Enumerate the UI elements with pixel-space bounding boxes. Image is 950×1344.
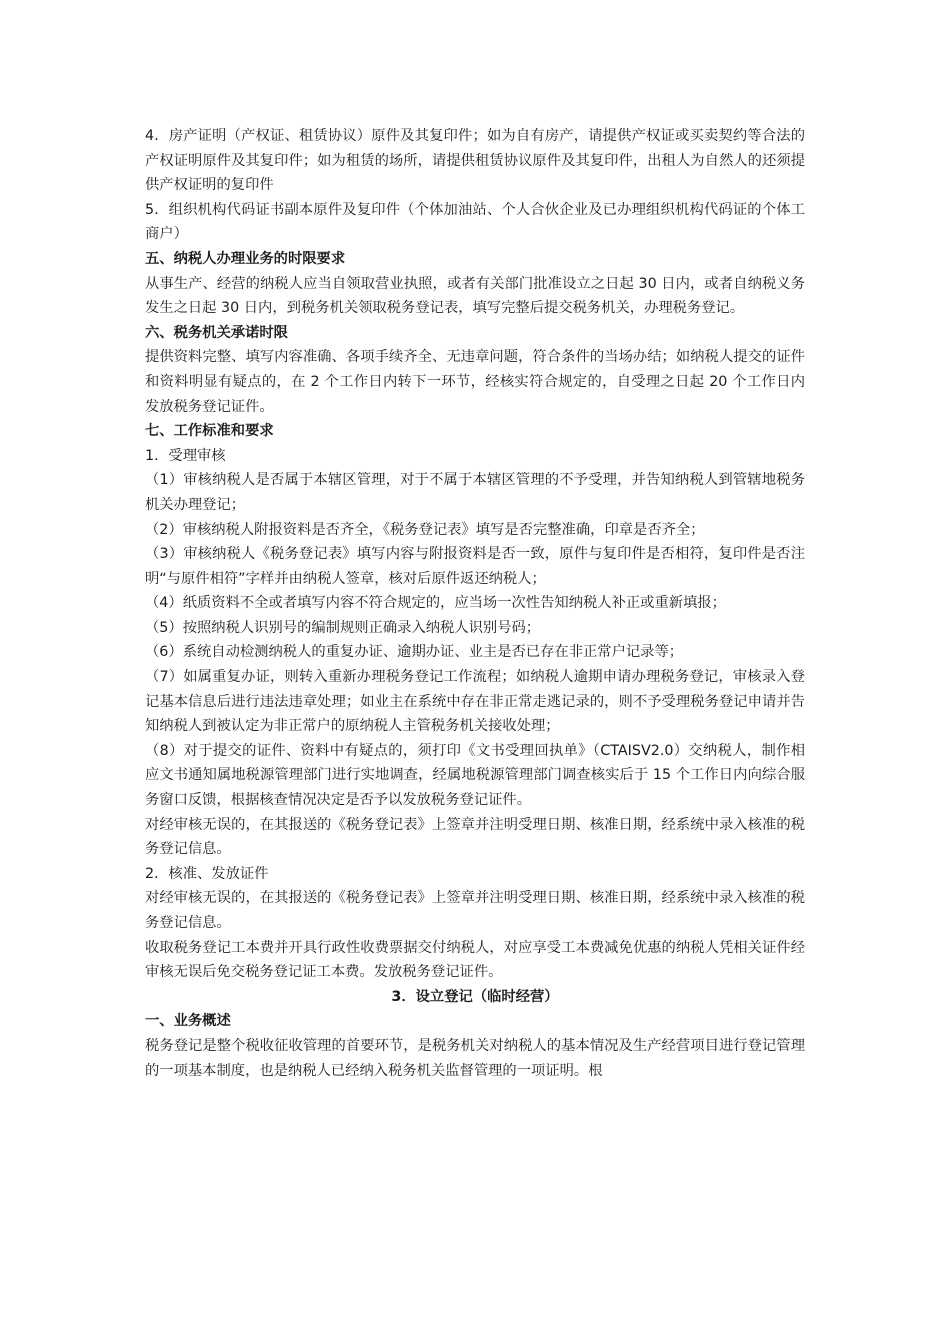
list-item: （1）审核纳税人是否属于本辖区管理，对于不属于本辖区管理的不予受理，并告知纳税人到管辖地税务机关办理登记； — [145, 472, 805, 513]
paragraph: 提供资料完整、填写内容准确、各项手续齐全、无违章问题，符合条件的当场办结；如纳税人提交的证件和资料明显有疑点的，在 2 个工作日内转下一环节，经核实符合规定的，自受理之日起 20 个工作日内发放税务登记证件。 — [145, 349, 805, 415]
subsection-title: 1．受理审核 — [145, 447, 226, 464]
chapter-title: 3．设立登记（临时经营） — [391, 988, 559, 1005]
list-item: （4）纸质资料不全或者填写内容不符合规定的，应当场一次性告知纳税人补正或重新填报； — [145, 595, 726, 612]
list-item: （6）系统自动检测纳税人的重复办证、逾期办证、业主是否已存在非正常户记录等； — [145, 644, 684, 661]
section-heading: 七、工作标准和要求 — [145, 423, 274, 440]
section-heading: 一、业务概述 — [145, 1013, 231, 1030]
paragraph: 对经审核无误的，在其报送的《税务登记表》上签章并注明受理日期、核准日期，经系统中录入核准的税务登记信息。 — [145, 816, 805, 858]
list-item: （2）审核纳税人附报资料是否齐全，《税务登记表》填写是否完整准确，印章是否齐全； — [145, 521, 705, 538]
list-item: （7）如属重复办证，则转入重新办理税务登记工作流程；如纳税人逾期申请办理税务登记，审核录入登记基本信息后进行违法违章处理；如业主在系统中存在非正常走逃记录的，则不予受理税务登记申请并告知纳税人到被认定为非正常户的原纳税人主管税务机关接收处理； — [145, 669, 805, 735]
section-heading: 六、税务机关承诺时限 — [145, 324, 288, 341]
list-item: （8）对于提交的证件、资料中有疑点的，须打印《文书受理回执单》（CTAISV2.0）交纳税人，制作相应文书通知属地税源管理部门进行实地调查，经属地税源管理部门调查核实后于 15 个工作日内向综合服务窗口反馈，根据核查情况决定是否予以发放税务登记证件。 — [145, 742, 805, 809]
section-heading: 五、纳税人办理业务的时限要求 — [145, 250, 346, 267]
list-item: （5）按照纳税人识别号的编制规则正确录入纳税人识别号码； — [145, 619, 541, 636]
paragraph: 5．组织机构代码证书副本原件及复印件（个体加油站、个人合伙企业及已办理组织机构代码证的个体工商户） — [145, 201, 805, 243]
subsection-title: 2．核准、发放证件 — [145, 865, 269, 882]
list-item: （3）审核纳税人《税务登记表》填写内容与附报资料是否一致，原件与复印件是否相符，复印件是否注明“与原件相符”字样并由纳税人签章，核对后原件返还纳税人； — [145, 546, 805, 587]
paragraph: 从事生产、经营的纳税人应当自领取营业执照，或者有关部门批准设立之日起 30 日内，或者自纳税义务发生之日起 30 日内，到税务机关领取税务登记表，填写完整后提交税务机关，办理税务登记。 — [145, 275, 805, 317]
paragraph: 对经审核无误的，在其报送的《税务登记表》上签章并注明受理日期、核准日期，经系统中录入核准的税务登记信息。 — [145, 890, 805, 931]
paragraph: 税务登记是整个税收征收管理的首要环节，是税务机关对纳税人的基本情况及生产经营项目进行登记管理的一项基本制度，也是纳税人已经纳入税务机关监督管理的一项证明。根 — [145, 1037, 805, 1079]
paragraph: 4．房产证明（产权证、租赁协议）原件及其复印件；如为自有房产，请提供产权证或买卖契约等合法的产权证明原件及其复印件；如为租赁的场所，请提供租赁协议原件及其复印件，出租人为自然人的还须提供产权证明的复印件 — [145, 128, 805, 194]
document-page — [145, 124, 805, 1083]
paragraph: 收取税务登记工本费并开具行政性收费票据交付纳税人，对应享受工本费减免优惠的纳税人凭相关证件经审核无误后免交税务登记证工本费。发放税务登记证件。 — [145, 939, 805, 981]
